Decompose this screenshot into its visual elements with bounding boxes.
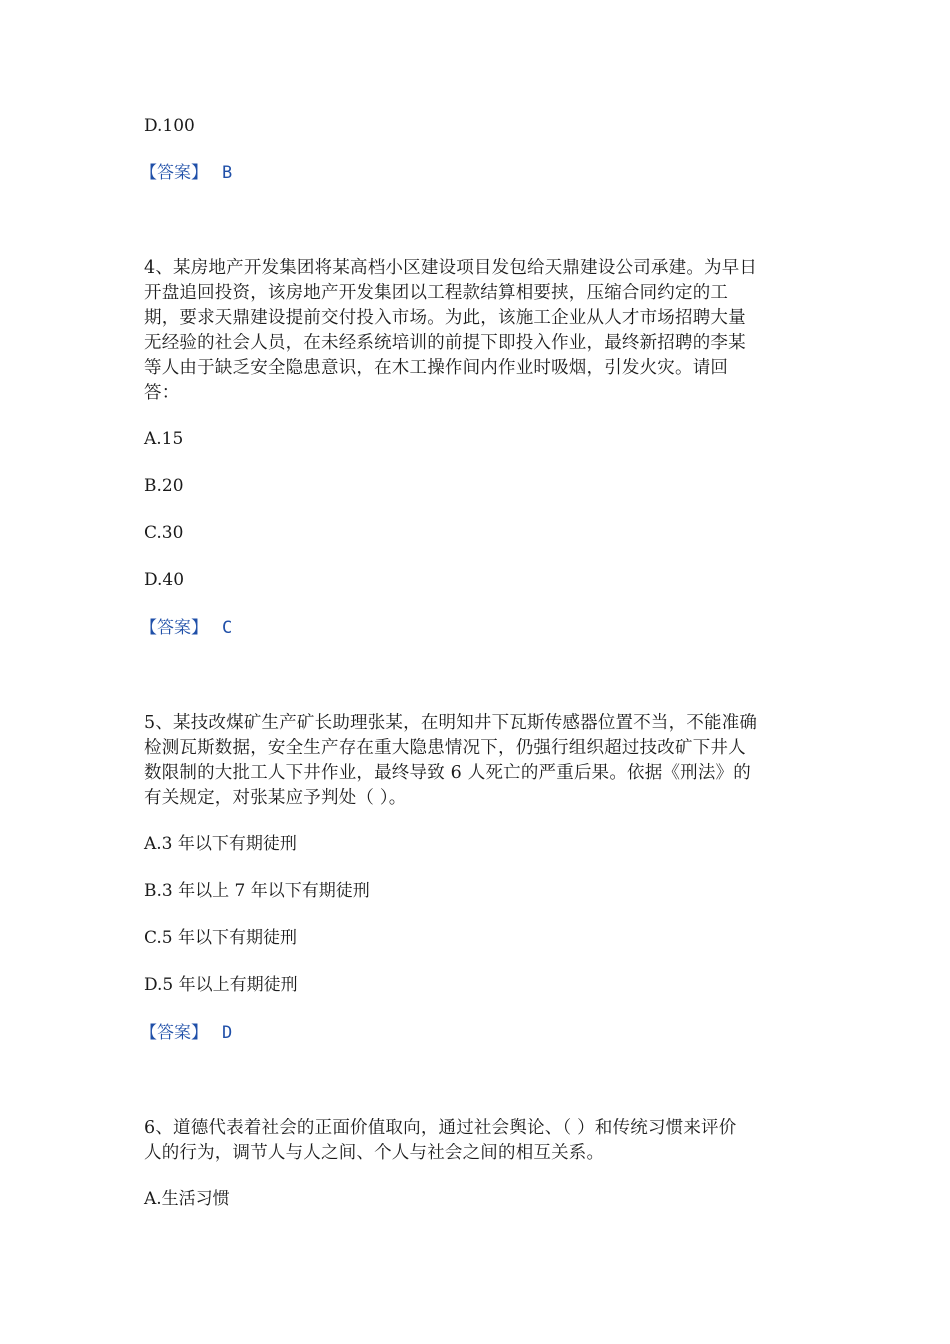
q5-stem-line-1: 5、某技改煤矿生产矿长助理张某，在明知井下瓦斯传感器位置不当，不能准确 <box>144 713 758 733</box>
q4-stem-line-4: 无经验的社会人员，在未经系统培训的前提下即投入作业，最终新招聘的李某 <box>144 333 746 353</box>
q6-stem-line-2: 人的行为，调节人与人之间、个人与社会之间的相互关系。 <box>144 1143 605 1163</box>
q3-answer-value: B <box>222 163 233 183</box>
q5-option-c: C.5 年以下有期徒刑 <box>144 928 298 948</box>
q4-option-a: A.15 <box>144 429 184 449</box>
q3-answer-label: 【答案】 <box>140 163 208 183</box>
q5-stem-line-4: 有关规定，对张某应予判处（ ）。 <box>144 788 407 808</box>
q6-option-a: A.生活习惯 <box>144 1189 230 1209</box>
q4-option-d: D.40 <box>144 570 185 590</box>
q6-stem-line-1: 6、道德代表着社会的正面价值取向，通过社会舆论、（ ）和传统习惯来评价 <box>144 1118 737 1138</box>
q5-option-d: D.5 年以上有期徒刑 <box>144 975 298 995</box>
q4-answer-label: 【答案】 <box>140 618 208 638</box>
q3-answer <box>140 161 232 185</box>
q4-stem-line-3: 期，要求天鼎建设提前交付投入市场。为此，该施工企业从人才市场招聘大量 <box>144 308 746 328</box>
q4-stem-line-5: 等人由于缺乏安全隐患意识，在木工操作间内作业时吸烟，引发火灾。请回 <box>144 358 729 378</box>
q5-option-a: A.3 年以下有期徒刑 <box>144 834 297 854</box>
q5-answer <box>140 1021 232 1045</box>
q4-stem-line-2: 开盘追回投资，该房地产开发集团以工程款结算相要挟，压缩合同约定的工 <box>144 283 729 303</box>
q5-answer-label: 【答案】 <box>140 1023 208 1043</box>
q4-option-b: B.20 <box>144 476 184 496</box>
q4-stem-line-6: 答： <box>144 383 180 403</box>
q4-stem-line-1: 4、某房地产开发集团将某高档小区建设项目发包给天鼎建设公司承建。为早日 <box>144 258 758 278</box>
q4-answer <box>140 616 232 640</box>
q5-option-b: B.3 年以上 7 年以下有期徒刑 <box>144 881 370 901</box>
q4-answer-value: C <box>222 618 233 638</box>
q5-stem-line-2: 检测瓦斯数据，安全生产存在重大隐患情况下，仍强行组织超过技改矿下井人 <box>144 738 746 758</box>
q3-option-d: D.100 <box>144 116 195 136</box>
q4-option-c: C.30 <box>144 523 184 543</box>
q5-answer-value: D <box>222 1023 233 1043</box>
q5-stem-line-3: 数限制的大批工人下井作业，最终导致 6 人死亡的严重后果。依据《刑法》的 <box>144 763 751 783</box>
